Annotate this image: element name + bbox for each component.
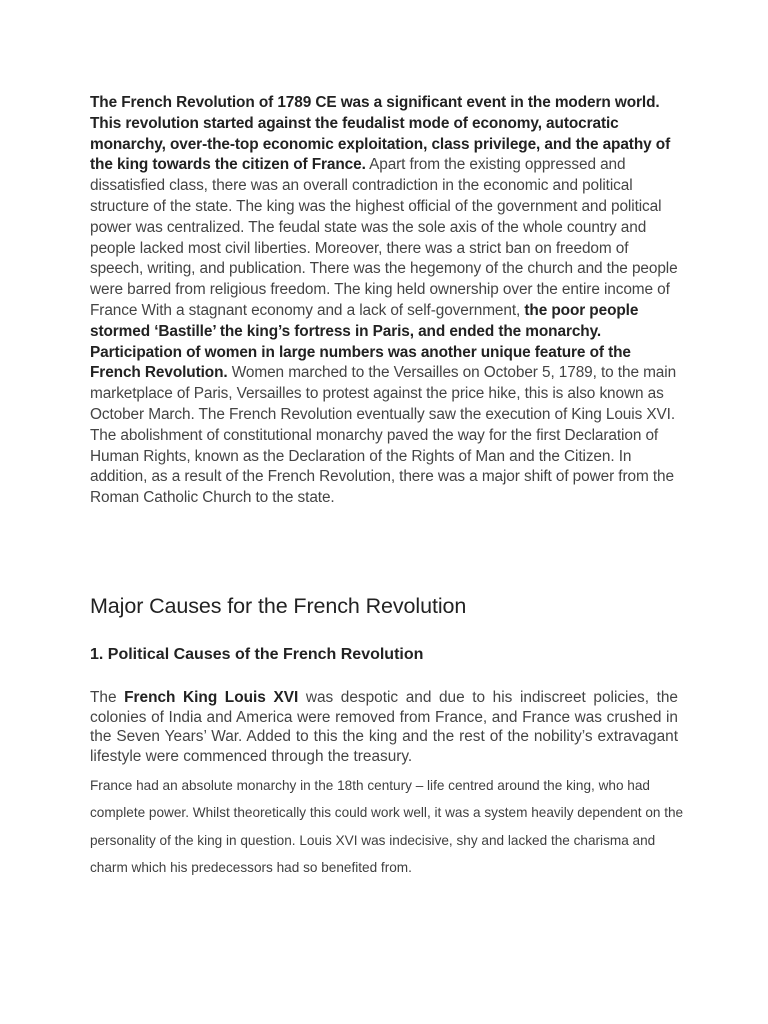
- political-causes-paragraph: [90, 688, 678, 766]
- political-text-pre: The: [90, 689, 125, 706]
- intro-paragraph: [90, 93, 682, 509]
- political-text-post: was despotic and due to his indiscreet policies, the colonies of India and America were removed from France, and France was crushed in the Seven Years’ War. Added to this the king and the rest of the nobility’s extravagant lifestyle were commenced through the treasury.: [90, 689, 678, 765]
- absolute-monarchy-paragraph: France had an absolute monarchy in the 18th century – life centred around the king, who had complete power. Whilst theoretically this could work well, it was a system heavily dependent on the personality of the king in question. Louis XVI was indecisive, shy and lacked the charisma and charm which his predecessors had so benefited from.: [90, 778, 684, 875]
- intro-text-2: Women marched to the Versailles on October 5, 1789, to the main marketplace of Paris, Versailles to protest against the price hike, this is also known as October March. The French Revolution eventually saw the execution of King Louis XVI. The abolishment of constitutional monarchy paved the way for the first Declaration of Human Rights, known as the Declaration of the Rights of Man and the Citizen. In addition, as a result of the French Revolution, there was a major shift of power from the Roman Catholic Church to the state.: [90, 364, 677, 507]
- intro-bold-lead: The French Revolution of 1789 CE was a significant event in the modern world. This revolution started against the feudalist mode of economy, autocratic monarchy, over-the-top economic exploitation, class privilege, and the apathy of the king towards the citizen of France.: [90, 94, 671, 174]
- political-bold-king: French King Louis XVI: [124, 689, 299, 706]
- intro-bold-mid: the poor people stormed ‘Bastille’ the king’s fortress in Paris, and ended the monarchy. Participation of women in large numbers was another unique feature of the French Revolution.: [90, 301, 639, 382]
- section-heading: Major Causes for the French Revolution: [90, 594, 467, 618]
- intro-text-1: Apart from the existing oppressed and dissatisfied class, there was an overall contradiction in the economic and political structure of the state. The king was the highest official of the government and political power was centralized. The feudal state was the sole axis of the whole country and people lacked most civil liberties. Moreover, there was a strict ban on freedom of speech, writing, and publication. There was the hegemony of the church and the people were barred from religious freedom. The king held ownership over the entire income of France With a stagnant economy and a lack of self-government,: [90, 156, 678, 319]
- subsection-heading: 1. Political Causes of the French Revolution: [90, 646, 424, 663]
